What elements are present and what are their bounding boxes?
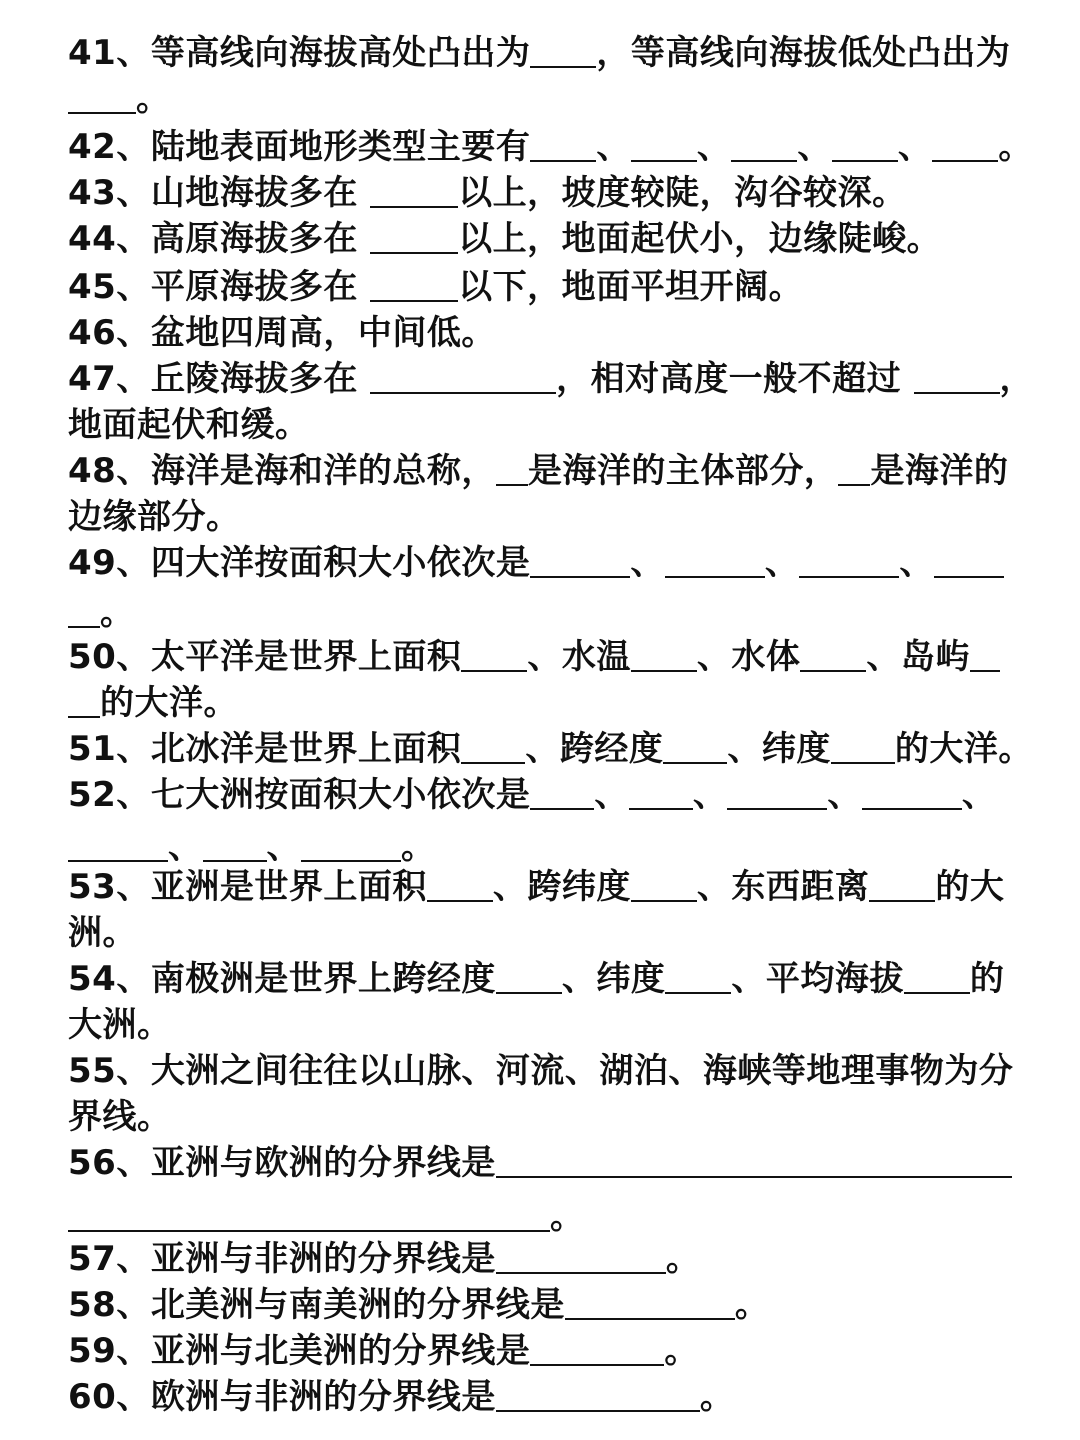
answer-blank[interactable] xyxy=(461,640,527,672)
question-text: 、水体 xyxy=(696,637,801,677)
punctuation: 。 xyxy=(998,127,1033,167)
question-text: 界线。 xyxy=(68,1097,172,1137)
answer-blank[interactable] xyxy=(530,36,596,68)
answer-blank[interactable] xyxy=(496,1380,700,1412)
question-53-line-2 xyxy=(68,910,137,956)
answer-blank[interactable] xyxy=(663,732,727,764)
answer-blank[interactable] xyxy=(831,732,895,764)
question-54-line-2 xyxy=(68,1002,172,1048)
question-56-line-1 xyxy=(68,1140,1012,1186)
question-50-line-2 xyxy=(68,680,238,726)
separator: 、 xyxy=(696,127,732,167)
answer-blank[interactable] xyxy=(203,830,267,862)
question-48-line-2 xyxy=(68,494,241,540)
question-44 xyxy=(68,216,941,262)
question-text: 56、亚洲与欧洲的分界线是 xyxy=(68,1143,496,1183)
question-text: 以下，地面平坦开阔。 xyxy=(458,267,804,307)
question-text: 44、高原海拔多在 xyxy=(68,219,371,259)
question-43 xyxy=(68,170,907,216)
question-text: 47、丘陵海拔多在 xyxy=(68,359,371,399)
question-text: 以上，坡度较陡，沟谷较深。 xyxy=(458,173,907,213)
answer-blank[interactable] xyxy=(370,222,458,254)
question-55-line-2 xyxy=(68,1094,172,1140)
question-55-line-1 xyxy=(68,1048,1013,1094)
answer-blank[interactable] xyxy=(799,546,899,578)
question-text: 、跨纬度 xyxy=(492,867,631,907)
answer-blank[interactable] xyxy=(934,546,1004,578)
question-58 xyxy=(68,1282,769,1328)
question-text: 的 xyxy=(969,959,1005,999)
answer-blank[interactable] xyxy=(530,130,596,162)
answer-blank[interactable] xyxy=(914,362,1000,394)
answer-blank[interactable] xyxy=(631,130,697,162)
question-text: 、平均海拔 xyxy=(731,959,904,999)
question-text: 、跨经度 xyxy=(525,729,664,769)
answer-blank[interactable] xyxy=(629,778,693,810)
punctuation: 。 xyxy=(136,79,171,119)
answer-blank[interactable] xyxy=(370,362,556,394)
question-text: 51、北冰洋是世界上面积 xyxy=(68,729,462,769)
answer-blank[interactable] xyxy=(862,778,962,810)
answer-blank[interactable] xyxy=(370,176,458,208)
answer-blank[interactable] xyxy=(68,596,100,628)
question-45 xyxy=(68,264,803,310)
punctuation: 。 xyxy=(664,1331,699,1371)
separator: 、 xyxy=(692,775,728,815)
answer-blank[interactable] xyxy=(731,130,797,162)
separator: 、 xyxy=(630,543,665,583)
question-49-line-1 xyxy=(68,540,1004,586)
question-text: ，等高线向海拔低处凸出为 xyxy=(596,33,1011,73)
question-51 xyxy=(68,726,1033,772)
question-text: 42、陆地表面地形类型主要有 xyxy=(68,127,531,167)
question-text: 43、山地海拔多在 xyxy=(68,173,371,213)
answer-blank[interactable] xyxy=(301,830,401,862)
question-text: 、水温 xyxy=(527,637,631,677)
punctuation: 。 xyxy=(401,827,436,867)
answer-blank[interactable] xyxy=(869,870,935,902)
separator: 、 xyxy=(764,543,800,583)
question-46 xyxy=(68,310,496,356)
question-text: 45、平原海拔多在 xyxy=(68,267,371,307)
punctuation: 。 xyxy=(665,1239,701,1279)
question-text: 55、大洲之间往往以山脉、河流、湖泊、海峡等地理事物为分 xyxy=(68,1051,1014,1091)
question-text: 50、太平洋是世界上面积 xyxy=(68,637,462,677)
answer-blank[interactable] xyxy=(932,130,998,162)
answer-blank[interactable] xyxy=(838,454,870,486)
answer-blank[interactable] xyxy=(68,686,100,718)
question-47-line-2 xyxy=(68,402,310,448)
separator: 、 xyxy=(594,775,629,815)
question-text: 54、南极洲是世界上跨经度 xyxy=(68,959,496,999)
question-text: 的大 xyxy=(935,867,1005,907)
answer-blank[interactable] xyxy=(496,454,528,486)
question-text: 以上，地面起伏小，边缘陡峻。 xyxy=(458,219,942,259)
answer-blank[interactable] xyxy=(631,870,697,902)
question-text: 60、欧洲与非洲的分界线是 xyxy=(68,1377,496,1417)
answer-blank[interactable] xyxy=(370,270,458,302)
question-49-line-2 xyxy=(68,590,135,636)
question-57 xyxy=(68,1236,700,1282)
punctuation: 。 xyxy=(100,593,135,633)
separator: 、 xyxy=(168,827,203,867)
question-text: 46、盆地四周高，中间低。 xyxy=(68,313,496,353)
answer-blank[interactable] xyxy=(665,546,765,578)
question-text: 53、亚洲是世界上面积 xyxy=(68,867,427,907)
question-text: 59、亚洲与北美洲的分界线是 xyxy=(68,1331,531,1371)
answer-blank[interactable] xyxy=(904,962,970,994)
question-text: 、纬度 xyxy=(561,959,666,999)
question-59 xyxy=(68,1328,699,1374)
question-text: 52、七大洲按面积大小依次是 xyxy=(68,775,531,815)
punctuation: 。 xyxy=(550,1197,585,1237)
question-41-line-1 xyxy=(68,30,1010,76)
answer-blank[interactable] xyxy=(970,640,1000,672)
question-text: 地面起伏和缓。 xyxy=(68,405,310,445)
answer-blank[interactable] xyxy=(631,640,697,672)
separator: 、 xyxy=(899,543,934,583)
question-text: 57、亚洲与非洲的分界线是 xyxy=(68,1239,496,1279)
question-text: 、纬度 xyxy=(727,729,831,769)
punctuation: 。 xyxy=(699,1377,735,1417)
question-text: 48、海洋是海和洋的总称， xyxy=(68,451,496,491)
answer-blank[interactable] xyxy=(68,1200,550,1232)
question-41-line-2 xyxy=(68,76,171,122)
question-42 xyxy=(68,124,1033,170)
answer-blank[interactable] xyxy=(68,830,168,862)
question-text: 的大洋。 xyxy=(894,729,1033,769)
question-text: 的大洋。 xyxy=(100,683,238,723)
answer-blank[interactable] xyxy=(496,962,562,994)
question-text: 49、四大洋按面积大小依次是 xyxy=(68,543,531,583)
question-text: 是海洋的主体部分， xyxy=(527,451,839,491)
answer-blank[interactable] xyxy=(496,1146,1012,1178)
punctuation: ， xyxy=(999,359,1034,399)
separator: 、 xyxy=(797,127,832,167)
answer-blank[interactable] xyxy=(727,778,827,810)
question-text: 、岛屿 xyxy=(866,637,970,677)
question-text: 、东西距离 xyxy=(696,867,870,907)
question-54-line-1 xyxy=(68,956,1004,1002)
answer-blank[interactable] xyxy=(800,640,866,672)
question-47-line-1 xyxy=(68,356,1034,402)
answer-blank[interactable] xyxy=(565,1288,735,1320)
question-text: ，相对高度一般不超过 xyxy=(556,359,914,399)
question-text: 边缘部分。 xyxy=(68,497,241,537)
separator: 、 xyxy=(897,127,933,167)
answer-blank[interactable] xyxy=(68,82,136,114)
question-text: 58、北美洲与南美洲的分界线是 xyxy=(68,1285,565,1325)
answer-blank[interactable] xyxy=(665,962,731,994)
separator: 、 xyxy=(266,827,301,867)
answer-blank[interactable] xyxy=(461,732,525,764)
separator: 、 xyxy=(961,775,997,815)
question-50-line-1 xyxy=(68,634,1000,680)
question-53-line-1 xyxy=(68,864,1004,910)
answer-blank[interactable] xyxy=(530,546,630,578)
answer-blank[interactable] xyxy=(427,870,493,902)
question-56-line-2 xyxy=(68,1194,585,1240)
question-52-line-1 xyxy=(68,772,996,818)
answer-blank[interactable] xyxy=(530,778,594,810)
separator: 、 xyxy=(596,127,631,167)
separator: 、 xyxy=(827,775,862,815)
question-60 xyxy=(68,1374,734,1420)
question-text: 41、等高线向海拔高处凸出为 xyxy=(68,33,531,73)
question-text: 大洲。 xyxy=(68,1005,172,1045)
question-48-line-1 xyxy=(68,448,1008,494)
question-text: 是海洋的 xyxy=(870,451,1009,491)
answer-blank[interactable] xyxy=(832,130,898,162)
answer-blank[interactable] xyxy=(496,1242,666,1274)
question-text: 洲。 xyxy=(68,913,137,953)
punctuation: 。 xyxy=(734,1285,770,1325)
answer-blank[interactable] xyxy=(530,1334,664,1366)
